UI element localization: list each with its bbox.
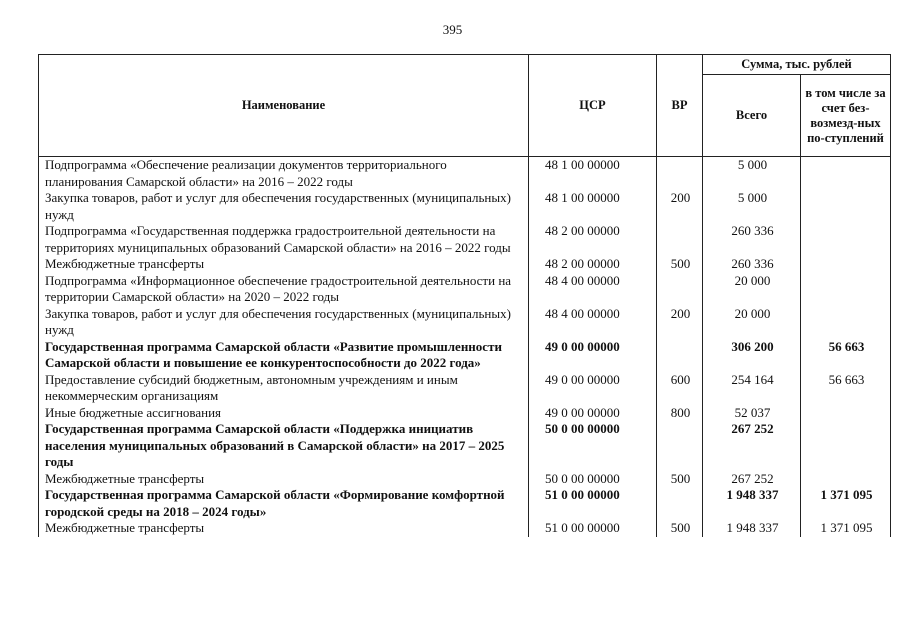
header-sum: Сумма, тыс. рублей: [703, 55, 891, 75]
header-total: Всего: [703, 75, 801, 157]
row-csr: 48 4 00 00000: [529, 273, 657, 306]
table-row: [39, 273, 891, 306]
row-total: 1 948 337: [703, 487, 801, 520]
row-vr: [657, 421, 703, 471]
row-csr: 51 0 00 00000: [529, 487, 657, 520]
table-row: [39, 306, 891, 339]
row-name: Закупка товаров, работ и услуг для обеспечения государственных (муниципальных) нужд: [39, 190, 529, 223]
table-row: [39, 190, 891, 223]
row-name: Межбюджетные трансферты: [39, 471, 529, 488]
row-total: 5 000: [703, 190, 801, 223]
row-gratis: [801, 421, 891, 471]
header-name: Наименование: [39, 55, 529, 157]
table-row: [39, 520, 891, 537]
table-row: [39, 339, 891, 372]
row-gratis: [801, 471, 891, 488]
row-csr: 48 2 00 00000: [529, 223, 657, 256]
table-row: [39, 157, 891, 191]
table-row: [39, 421, 891, 471]
row-name: Государственная программа Самарской области «Поддержка инициатив населения муниципальных образований в Самарской области» на 2017 – 2025 годы: [39, 421, 529, 471]
header-gratis: в том числе за счет без-возмезд-ных по-ступлений: [801, 75, 891, 157]
row-total: 260 336: [703, 256, 801, 273]
row-total: 20 000: [703, 306, 801, 339]
row-csr: 49 0 00 00000: [529, 372, 657, 405]
row-vr: 500: [657, 256, 703, 273]
row-vr: [657, 223, 703, 256]
row-total: 254 164: [703, 372, 801, 405]
header-csr: ЦСР: [529, 55, 657, 157]
row-name: Иные бюджетные ассигнования: [39, 405, 529, 422]
row-name: Подпрограмма «Обеспечение реализации документов территориального планирования Самарской области» на 2016 – 2022 годы: [39, 157, 529, 191]
header-vr: ВР: [657, 55, 703, 157]
table-row: [39, 372, 891, 405]
row-csr: 48 1 00 00000: [529, 157, 657, 191]
row-gratis: 1 371 095: [801, 520, 891, 537]
row-name: Межбюджетные трансферты: [39, 520, 529, 537]
row-vr: [657, 157, 703, 191]
row-gratis: 56 663: [801, 372, 891, 405]
row-gratis: [801, 256, 891, 273]
row-csr: 50 0 00 00000: [529, 421, 657, 471]
row-gratis: [801, 223, 891, 256]
row-total: 260 336: [703, 223, 801, 256]
row-name: Подпрограмма «Государственная поддержка градостроительной деятельности на территориях муниципальных образований Самарской области» на 2016 – 2022 годы: [39, 223, 529, 256]
row-vr: [657, 339, 703, 372]
row-name: Государственная программа Самарской области «Формирование комфортной городской среды на 2018 – 2024 годы»: [39, 487, 529, 520]
row-vr: [657, 487, 703, 520]
table-row: [39, 405, 891, 422]
row-name: Межбюджетные трансферты: [39, 256, 529, 273]
row-vr: 200: [657, 306, 703, 339]
row-gratis: 56 663: [801, 339, 891, 372]
row-vr: 600: [657, 372, 703, 405]
row-csr: 48 1 00 00000: [529, 190, 657, 223]
table-body: [39, 157, 891, 537]
row-total: 267 252: [703, 471, 801, 488]
row-total: 306 200: [703, 339, 801, 372]
row-total: 52 037: [703, 405, 801, 422]
row-total: 5 000: [703, 157, 801, 191]
table-row: [39, 256, 891, 273]
row-csr: 49 0 00 00000: [529, 339, 657, 372]
row-total: 20 000: [703, 273, 801, 306]
row-gratis: [801, 273, 891, 306]
row-total: 267 252: [703, 421, 801, 471]
row-gratis: [801, 306, 891, 339]
row-vr: 800: [657, 405, 703, 422]
row-vr: 200: [657, 190, 703, 223]
row-vr: 500: [657, 520, 703, 537]
row-csr: 49 0 00 00000: [529, 405, 657, 422]
table-row: [39, 471, 891, 488]
page-number: 395: [442, 22, 463, 37]
row-vr: [657, 273, 703, 306]
row-gratis: 1 371 095: [801, 487, 891, 520]
table-row: [39, 487, 891, 520]
row-csr: 48 4 00 00000: [529, 306, 657, 339]
row-csr: 48 2 00 00000: [529, 256, 657, 273]
row-name: Предоставление субсидий бюджетным, автономным учреждениям и иным некоммерческим организациям: [39, 372, 529, 405]
row-name: Закупка товаров, работ и услуг для обеспечения государственных (муниципальных) нужд: [39, 306, 529, 339]
row-vr: 500: [657, 471, 703, 488]
row-csr: 50 0 00 00000: [529, 471, 657, 488]
budget-table: [38, 54, 891, 537]
row-name: Подпрограмма «Информационное обеспечение градостроительной деятельности на территории Самарской области» на 2020 – 2022 годы: [39, 273, 529, 306]
row-csr: 51 0 00 00000: [529, 520, 657, 537]
table-row: [39, 223, 891, 256]
row-total: 1 948 337: [703, 520, 801, 537]
row-name: Государственная программа Самарской области «Развитие промышленности Самарской области и повышение ее конкурентоспособности до 2022 года»: [39, 339, 529, 372]
row-gratis: [801, 157, 891, 191]
row-gratis: [801, 190, 891, 223]
row-gratis: [801, 405, 891, 422]
